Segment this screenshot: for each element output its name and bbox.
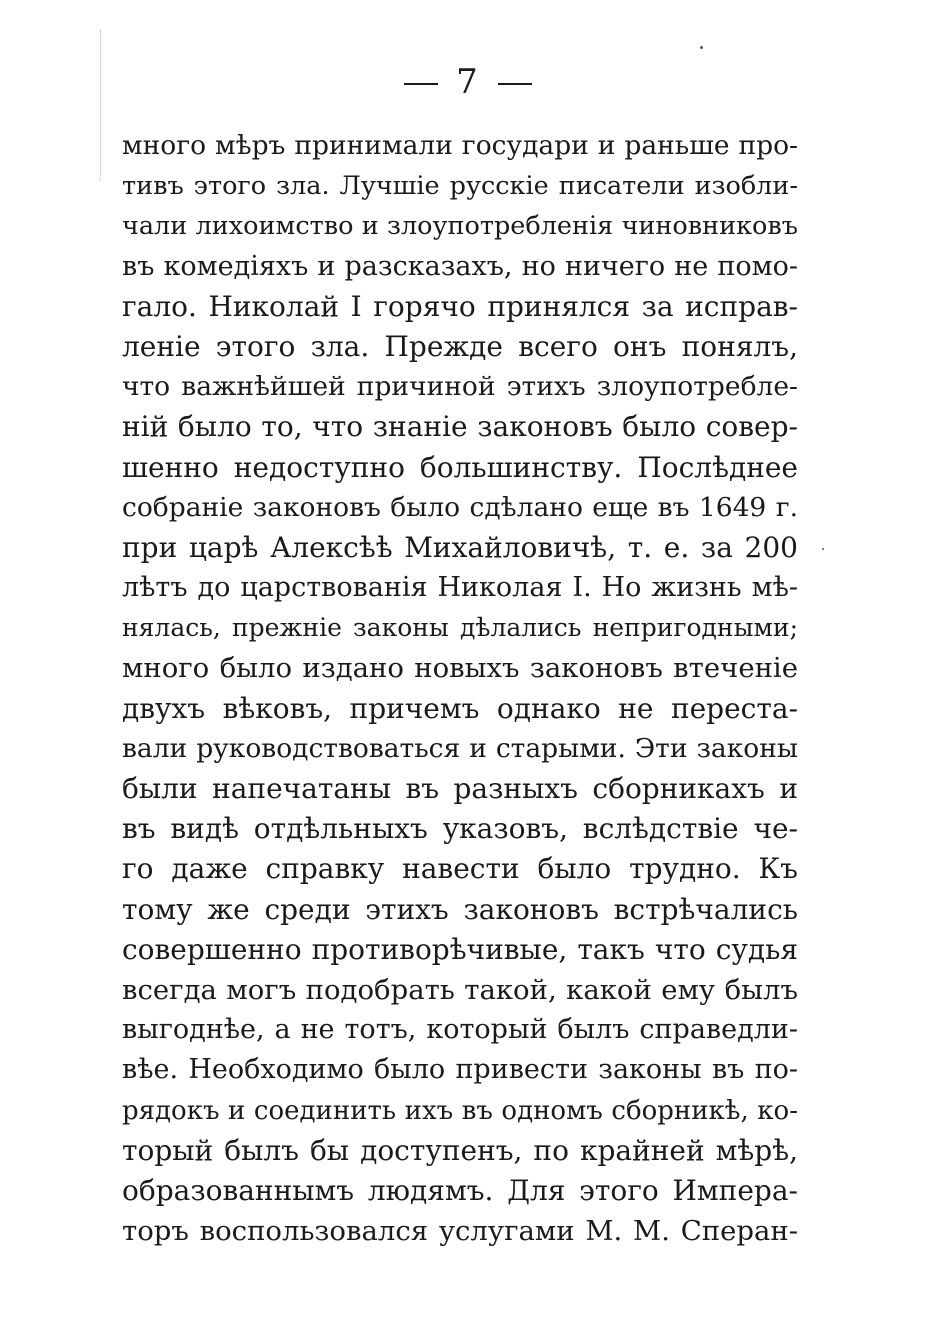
text-line: при царѣ Алексѣѣ Михайловичѣ, т. е. за 200 (122, 530, 798, 564)
text-line: много было издано новыхъ законовъ втеченіе (122, 652, 798, 685)
text-line: рядокъ и соединить ихъ въ одномъ сборникѣ, ко- (122, 1095, 798, 1126)
text-line: вали руководствоваться и старыми. Эти законы (122, 732, 798, 764)
text-line: совершенно противорѣчивые, такъ что судья (122, 932, 798, 966)
text-line: вѣе. Необходимо было привести законы въ по- (122, 1054, 798, 1086)
page-number-dash-left (404, 83, 438, 85)
page-number (0, 62, 936, 102)
text-line: тивъ этого зла. Лучшіе русскіе писатели изобли- (122, 171, 798, 202)
text-line: гало. Николай I горячо принялся за исправ- (122, 289, 798, 323)
page-number-value: 7 (456, 62, 480, 102)
text-line: въ видѣ отдѣльныхъ указовъ, вслѣдствіе че- (122, 812, 798, 846)
text-line: собраніе законовъ было сдѣлано еще въ 1649 г. (122, 491, 798, 523)
text-line: что важнѣйшей причиной этихъ злоупотребле- (122, 371, 798, 403)
ink-speck (700, 46, 703, 49)
text-line: много мѣръ принимали государи и раньше про- (122, 130, 798, 161)
text-line: тому же среди этихъ законовъ встрѣчались (122, 892, 798, 926)
text-line: образованнымъ людямъ. Для этого Импера- (122, 1173, 798, 1207)
text-line: чали лихоимство и злоупотребленія чиновниковъ (122, 211, 798, 242)
text-line: нялась, прежніе законы дѣлались непригодными; (122, 613, 798, 643)
text-line: двухъ вѣковъ, причемъ однако не переста- (122, 691, 798, 725)
text-line: торый былъ бы доступенъ, по крайней мѣрѣ, (122, 1133, 798, 1167)
text-line: въ комедіяхъ и разсказахъ, но ничего не помо- (122, 250, 798, 282)
text-line: шенно недоступно большинству. Послѣднее (122, 450, 798, 484)
text-line: были напечатаны въ разныхъ сборникахъ и (122, 772, 798, 805)
text-line: выгоднѣе, а не тотъ, который былъ справедли- (122, 1014, 798, 1046)
body-text (122, 126, 798, 1251)
text-line: леніе этого зла. Прежде всего онъ понялъ, (122, 329, 798, 363)
text-line: всегда могъ подобрать такой, какой ему былъ (122, 973, 798, 1006)
page-number-dash-right (498, 83, 532, 85)
text-line: ній было то, что знаніе законовъ было совер- (122, 410, 798, 444)
text-line: го даже справку навести было трудно. Къ (122, 852, 798, 886)
text-line: торъ воспользовался услугами М. М. Сперан- (122, 1215, 798, 1248)
ink-speck (822, 548, 824, 550)
page-edge-mark (100, 30, 102, 180)
text-line: лѣтъ до царствованія Николая I. Но жизнь мѣ- (122, 572, 798, 604)
